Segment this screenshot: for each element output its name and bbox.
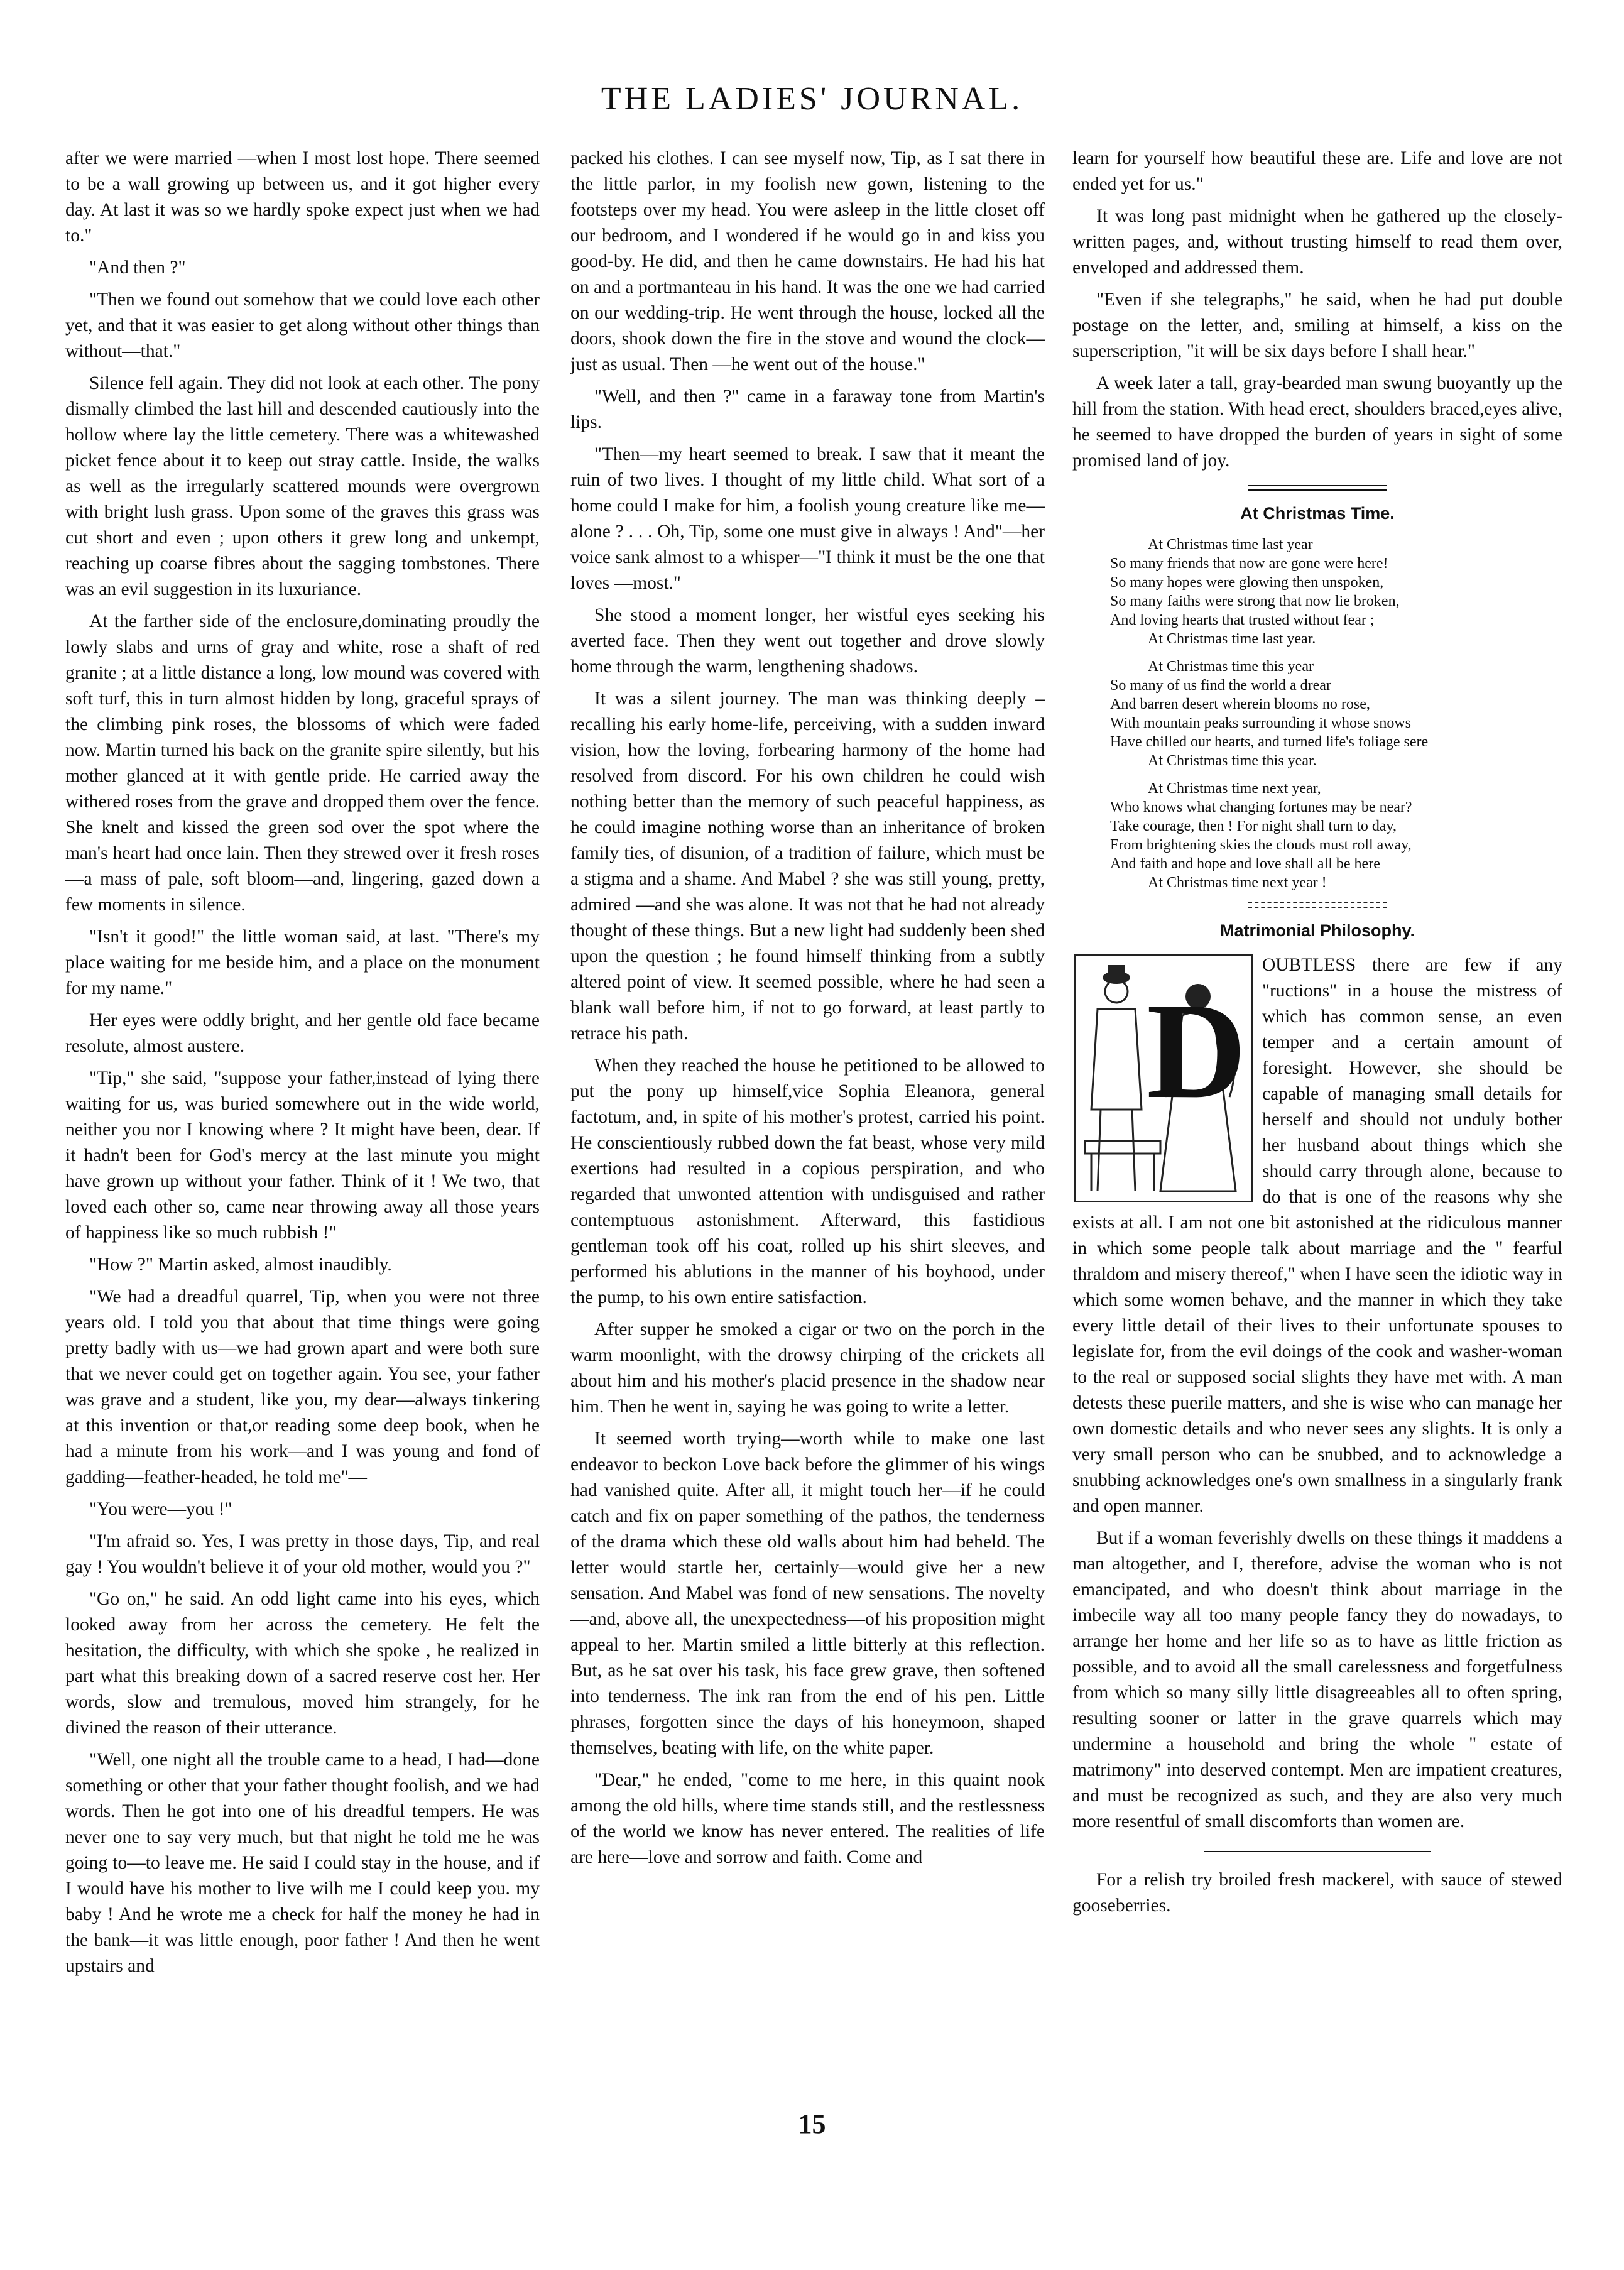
paragraph: "We had a dreadful quarrel, Tip, when you were not three years old. I told you that about that time things were going pretty badly with us—we had grown apart and were both sure that we never could get on together again. You see, your father was grave and a student, like you, my dear—always tinkering at this invention or that,or reading some deep book, when he had a minute from his work—and I was young and fond of gadding—feather-headed, he told me"— [65,1287,540,1487]
paragraph: "Well, and then ?" came in a faraway tone from Martin's lips. [570,386,1045,432]
paragraph: packed his clothes. I can see myself now, Tip, as I sat there in the little parlor, in my foolish new gown, listening to the footsteps over my head. You were asleep in the little closet off our bedroom, and I wondered if he would go in and kiss you good-by. He did, and then he came downstairs. He had his hat on and a portmanteau in his hand. It was the one we had carried on our wedding-trip. He went through the house, locked all the doors, shook down the fire in the stove and wound the clock—just as usual. Then —he went out of the house." [570,148,1045,374]
poem-line: Have chilled our hearts, and turned life's foliage sere [1110,734,1429,750]
paragraph: "Then we found out somehow that we could love each other yet, and that it was easier to get along without other things than without—that." [65,290,540,361]
paragraph: "Well, one night all the trouble came to a head, I had—done something or other that your father thought foolish, and we had words. Then he got into one of his dreadful tempers. He was never one to say very much, but that night he told me he was going to—to leave me. He said I could stay in the house, and if I would have his mother to live wilh me I could keep you. my baby ! And he wrote me a check for half the money he had in the bank—it was little enough, poor father ! And then he went upstairs and [65,1750,540,1976]
poem-line: With mountain peaks surrounding it whose snows [1110,715,1411,731]
paragraph: "Dear," he ended, "come to me here, in this quaint nook among the old hills, where time stands still, and the restlessness of the world we know has never entered. The realities of life are here—love and sorrow and faith. Come and [570,1770,1045,1867]
essay-title: Matrimonial Philosophy. [1219,921,1415,940]
poem-line: And loving hearts that trusted without fear ; [1110,612,1375,628]
poem-line: At Christmas time next year, [1148,780,1321,797]
poem-line: At Christmas time this year [1148,658,1314,675]
paragraph: When they reached the house he petitioned to be allowed to put the pony up himself,vice Sophia Eleanora, general factotum, and, in spite of his mother's protest, carried his point. He conscientiously rubbed down the fat beast, whose very mild exertions had resulted in a copious perspiration, and who regarded that unwonted attention with undisguised and rather contemptuous astonishment. Afterward, this fastidious gentleman took off his coat, rolled up his shirt sleeves, and performed his ablutions in the manner of his boyhood, under the pump, to his own entire satisfaction. [570,1056,1045,1307]
poem-line: Take courage, then ! For night shall turn to day, [1110,818,1397,834]
poem-line: So many faiths were strong that now lie broken, [1110,593,1400,609]
paragraph: Her eyes were oddly bright, and her gentle old face became resolute, almost austere. [65,1010,540,1056]
poem-line: So many of us find the world a drear [1110,677,1331,694]
paragraph: "Then—my heart seemed to break. I saw that it meant the ruin of two lives. I thought of my little child. What sort of a home could I make for him, a foolish young creature like me—alone ? . . . Oh, Tip, some one must give in always ! And"—her voice sank almost to a whisper—"I think it must be the one that loves —most." [570,444,1045,593]
story-continuation [1072,146,1562,474]
paragraph: It was long past midnight when he gathered up the closely-written pages, and, without trusting himself to read them over, enveloped and addressed them. [1072,206,1562,278]
paragraph: It was a silent journey. The man was thinking deeply –recalling his early home-life, perceiving, with a sudden inward vision, how the loving, forbearing harmony of the home had resolved from discord. For his own children he could wish nothing better than the memory of such peaceful happiness, as he could imagine nothing worse than an inheritance of broken family ties, of disunion, of a tradition of failure, which must be a stigma and a shame. And Mabel ? she was still young, pretty, admired —and she was alone. It was not that he had not already thought of these things. But a new light had suddenly been shed upon the question ; he found himself thinking from a subtly altered point of view. It seemed possible, where he had seen a blank wall before him, if not to go forward, at least partly to retrace his path. [570,689,1045,1044]
poem-line: At Christmas time this year. [1148,753,1317,769]
paragraph: A week later a tall, gray-bearded man swung buoyantly up the hill from the station. With head erect, shoulders braced,eyes alive, he seemed to have dropped the burden of years in sight of some promised land of joy. [1072,373,1562,471]
paragraph: "Go on," he said. An odd light came into his eyes, which looked away from her across the cemetery. He felt the hesitation, the difficulty, with which she spoke , he realized in part what this breaking down of a sacred reserve cost her. Her words, slow and tremulous, moved him strangely, for he divined the reason of their utterance. [65,1589,540,1738]
poem-line: At Christmas time last year. [1148,631,1316,647]
paragraph: "Isn't it good!" the little woman said, at last. "There's my place waiting for me beside him, and a place on the monument for my name." [65,927,540,998]
poem-line: And faith and hope and love shall all be here [1110,856,1380,872]
section-divider [1204,1851,1431,1852]
section-divider [1248,485,1387,491]
section-divider [1248,902,1387,908]
couple-illustration [1072,952,1255,1204]
poem-stanza [1110,535,1562,648]
essay-paragraph: But if a woman feverishly dwells on these things it maddens a man altogether, and I, therefore, advise the woman who is not emancipated, and who doesn't think about marriage in the imbecile way all too many people fancy they do nowadays, to arrange her home and her life so as to have as little friction as possible, and to avoid all the small carelessness and forgetfulness from which so many silly little disagreeables all to often spring, resulting sooner or latter in the grave quarrels which may undermine a household and bring the whole " estate of matrimony" into deserved contempt. Men are impatient creatures, and must be recognized as such, and they are also very much more resentful of small discomforts than women are. [1072,1528,1562,1831]
column-1 [65,146,540,1985]
paragraph: Silence fell again. They did not look at each other. The pony dismally climbed the last hill and descended cautiously into the hollow where lay the little cemetery. There was a whitewashed picket fence about it to keep out stray cattle. Inside, the walks as well as the irregularly scattered mounds were overgrown with bright lush grass. Upon some of the graves this grass was cut short and even ; upon others it grew long and unkempt, reaching up coarse fibres about the sagging tombstones. There was an evil suggestion in its luxuriance. [65,373,540,599]
column-2 [570,146,1045,1877]
poem-line: So many hopes were glowing then unspoken, [1110,574,1384,591]
essay-paragraph: OUBTLESS there are few if any "ructions" in a house the mistress of which has common sense, an even temper and a certain amount of foresight. However, she should be capable of managing small details for herself and should not unduly bother her husband about things which she should carry through alone, because to do that is one of the reasons why she exists at all. I am not one bit astonished at the ridiculous manner in which some people talk about marriage and the " fearful thraldom and misery thereof," when I have seen the idiotic way in which some women behave, and the manner in which they take every little detail of their lives to their unfortunate spouses to legislate for, from the evil doings of the cook and washer-woman to the real or supposed social slights they have met with. A man detests these puerile matters, and she is wise who can manage her own domestic details and who never sees any slights. It is only a very small person who can be snubbed, and to acknowledge a snubbing acknowledges one's own smallness in a singularly frank and open manner. [1072,955,1562,1516]
poem-title: At Christmas Time. [1240,504,1395,523]
poem [1072,535,1562,892]
paragraph: after we were married —when I most lost hope. There seemed to be a wall growing up between us, and it got higher every day. At last it was so we hardly spoke expect just when we had to." [65,148,540,246]
paragraph: learn for yourself how beautiful these are. Life and love are not ended yet for us." [1072,148,1562,194]
poem-stanza [1110,779,1562,892]
poem-line: From brightening skies the clouds must roll away, [1110,837,1412,853]
household-tip: For a relish try broiled fresh mackerel, with sauce of stewed gooseberries. [1072,1870,1562,1916]
paragraph: At the farther side of the enclosure,dominating proudly the lowly slabs and urns of gray and white, rose a shaft of red granite ; at a little distance a long, low mound was covered with soft turf, this in turn almost hidden by long, graceful sprays of the climbing pink roses, the blossoms of which were faded now. Martin turned his back on the granite spire silently, but his mother glanced at it with gentle pride. He carried away the withered roses from the grave and dropped them over the fence. She knelt and kissed the green sod over the spot where the man's heart had once lain. Then they strewed over it fresh roses—a mass of pale, soft bloom—and, lingering, gazed down a few moments in silence. [65,611,540,915]
paragraph: After supper he smoked a cigar or two on the porch in the warm moonlight, with the drowsy chirping of the crickets all about him and his mother's placid presence in the shadow near him. Then he went in, saying he was going to write a letter. [570,1319,1045,1417]
poem-line: Who knows what changing fortunes may be near? [1110,799,1412,816]
paragraph: "Tip," she said, "suppose your father,instead of lying there waiting for us, was buried somewhere out in the wide world, neither you nor I knowing where ? It might have been, dear. If it hadn't been for God's mercy at the last minute you might have grown up without your father. Think of it ! We two, that loved each other so, came near throwing away all those years of happiness like so much rubbish !" [65,1068,540,1243]
poem-line: And barren desert wherein blooms no rose, [1110,696,1370,712]
paragraph: "I'm afraid so. Yes, I was pretty in those days, Tip, and real gay ! You wouldn't believe it of your old mother, would you ?" [65,1531,540,1577]
poem-line: At Christmas time last year [1148,537,1313,553]
poem-stanza [1110,657,1562,770]
poem-line: So many friends that now are gone were here! [1110,555,1388,572]
paragraph: She stood a moment longer, her wistful eyes seeking his averted face. Then they went out together and drove slowly home through the warm, lengthening shadows. [570,605,1045,677]
essay-body [1072,952,1562,1835]
masthead: THE LADIES' JOURNAL. [601,81,1023,117]
paragraph: "How ?" Martin asked, almost inaudibly. [89,1255,392,1275]
paragraph: "You were—you !" [89,1499,232,1519]
column-3 [1072,146,1562,1925]
paragraph: "Even if she telegraphs," he said, when he had put double postage on the letter, and, smiling at himself, a kiss on the superscription, "it will be six days before I shall hear." [1072,290,1562,361]
poem-line: At Christmas time next year ! [1148,875,1327,891]
paragraph: "And then ?" [89,258,186,278]
paragraph: It seemed worth trying—worth while to make one last endeavor to beckon Love back before the glimmer of his wings had vanished quite. After all, it might touch her—if he could catch and fix on paper something of the pathos, the tenderness of the drama which these old walls about him had beheld. The letter would startle her, certainly—would give her a new sensation. And Mabel was fond of new sensations. The novelty—and, above all, the unexpectedness—of his proposition might appeal to her. Martin smiled a little bitterly at this reflection. But, as he sat over his task, his face grew grave, then softened into tenderness. The ink ran from the end of his pen. Little phrases, forgotten since the days of his honeymoon, shaped themselves, beating with life, on the white paper. [570,1429,1045,1758]
dropcap-letter: D [1147,974,1246,1127]
page-number: 15 [798,2109,826,2139]
